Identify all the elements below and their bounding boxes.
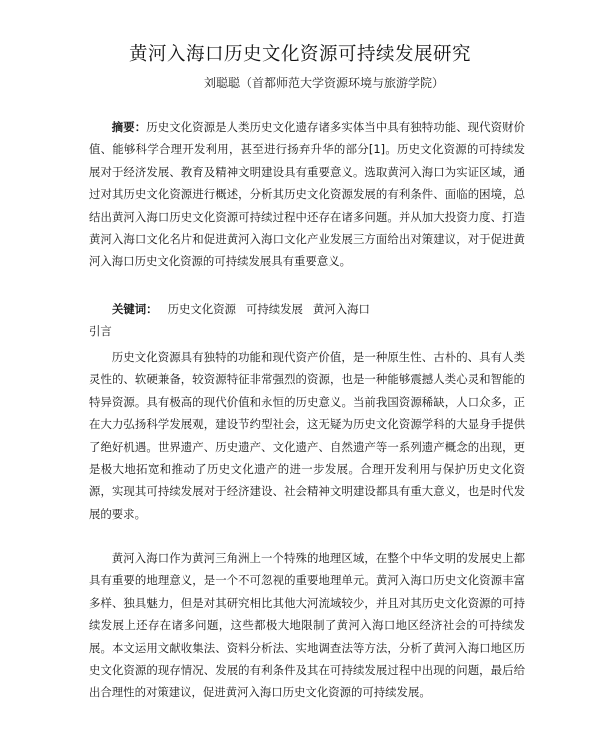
keyword-item: 可持续发展 — [245, 302, 303, 316]
paper-title: 黄河入海口历史文化资源可持续发展研究 — [128, 44, 471, 65]
section-heading: 引言 — [89, 324, 112, 338]
keywords-label: 关键词： — [112, 302, 158, 316]
body-paragraph: 黄河入海口作为黄河三角洲上一个特殊的地理区域，在整个中华文明的发展史上都具有重要的地理意义，是一个不可忽视的重要地理单元。黄河入海口历史文化资源丰富多样、独具魅力，但是对其研究相比其他大河流域较少，并且对其历史文化资源的可持续发展上还存在诸多问题，这些都极大地限制了黄河入海口地区经济社会的可持续发展。本文运用文献收集法、资料分析法、实地调查法等方法，分析了黄河入海口地区历史文化资源的现存情况、发展的有利条件及其在可持续发展过程中出现的问题，最后给出合理性的对策建议，促进黄河入海口历史文化资源的可持续发展。 — [89, 551, 525, 700]
keyword-item: 黄河入海口 — [312, 302, 370, 316]
body-paragraph: 历史文化资源具有独特的功能和现代资产价值，是一种原生性、古朴的、具有人类灵性的、软硬兼备，较资源特征非常强烈的资源，也是一种能够震撼人类心灵和智能的特异资源。具有极高的现代价值和永恒的历史意义。当前我国资源稀缺，人口众多，正在大力弘扬科学发展观，建设节约型社会，这无疑为历史文化资源学科的大显身手提供了绝好机遇。世界遗产、历史遗产、文化遗产、自然遗产等一系列遗产概念的出现，更是极大地拓宽和推动了历史文化遗产的进一步发展。合理开发利用与保护历史文化资源，实现其可持续发展对于经济建设、社会精神文明建设都具有重大意义，也是时代发展的要求。 — [89, 350, 525, 521]
paper-author: 刘聪聪（首都师范大学资源环境与旅游学院） — [204, 76, 445, 90]
abstract-text: 历史文化资源是人类历史文化遗存诸多实体当中具有独特功能、现代资财价值、能够科学合理开发利用，甚至进行扬弃升华的部分[1]。历史文化资源的可持续发展对于经济发展、教育及精神文明建设具有重要意义。选取黄河入海口为实证区域，通过对其历史文化资源进行概述，分析其历史文化资源发展的有利条件、面临的困境，总结出黄河入海口历史文化资源可持续过程中还存在诸多问题。并从加大投资力度、打造黄河入海口文化名片和促进黄河入海口文化产业发展三方面给出对策建议，对于促进黄河入海口历史文化资源的可持续发展具有重要意义。 — [89, 120, 525, 269]
abstract — [89, 116, 525, 273]
keyword-item: 历史文化资源 — [167, 302, 236, 316]
keywords — [112, 301, 532, 317]
abstract-label: 摘要： — [111, 120, 147, 134]
